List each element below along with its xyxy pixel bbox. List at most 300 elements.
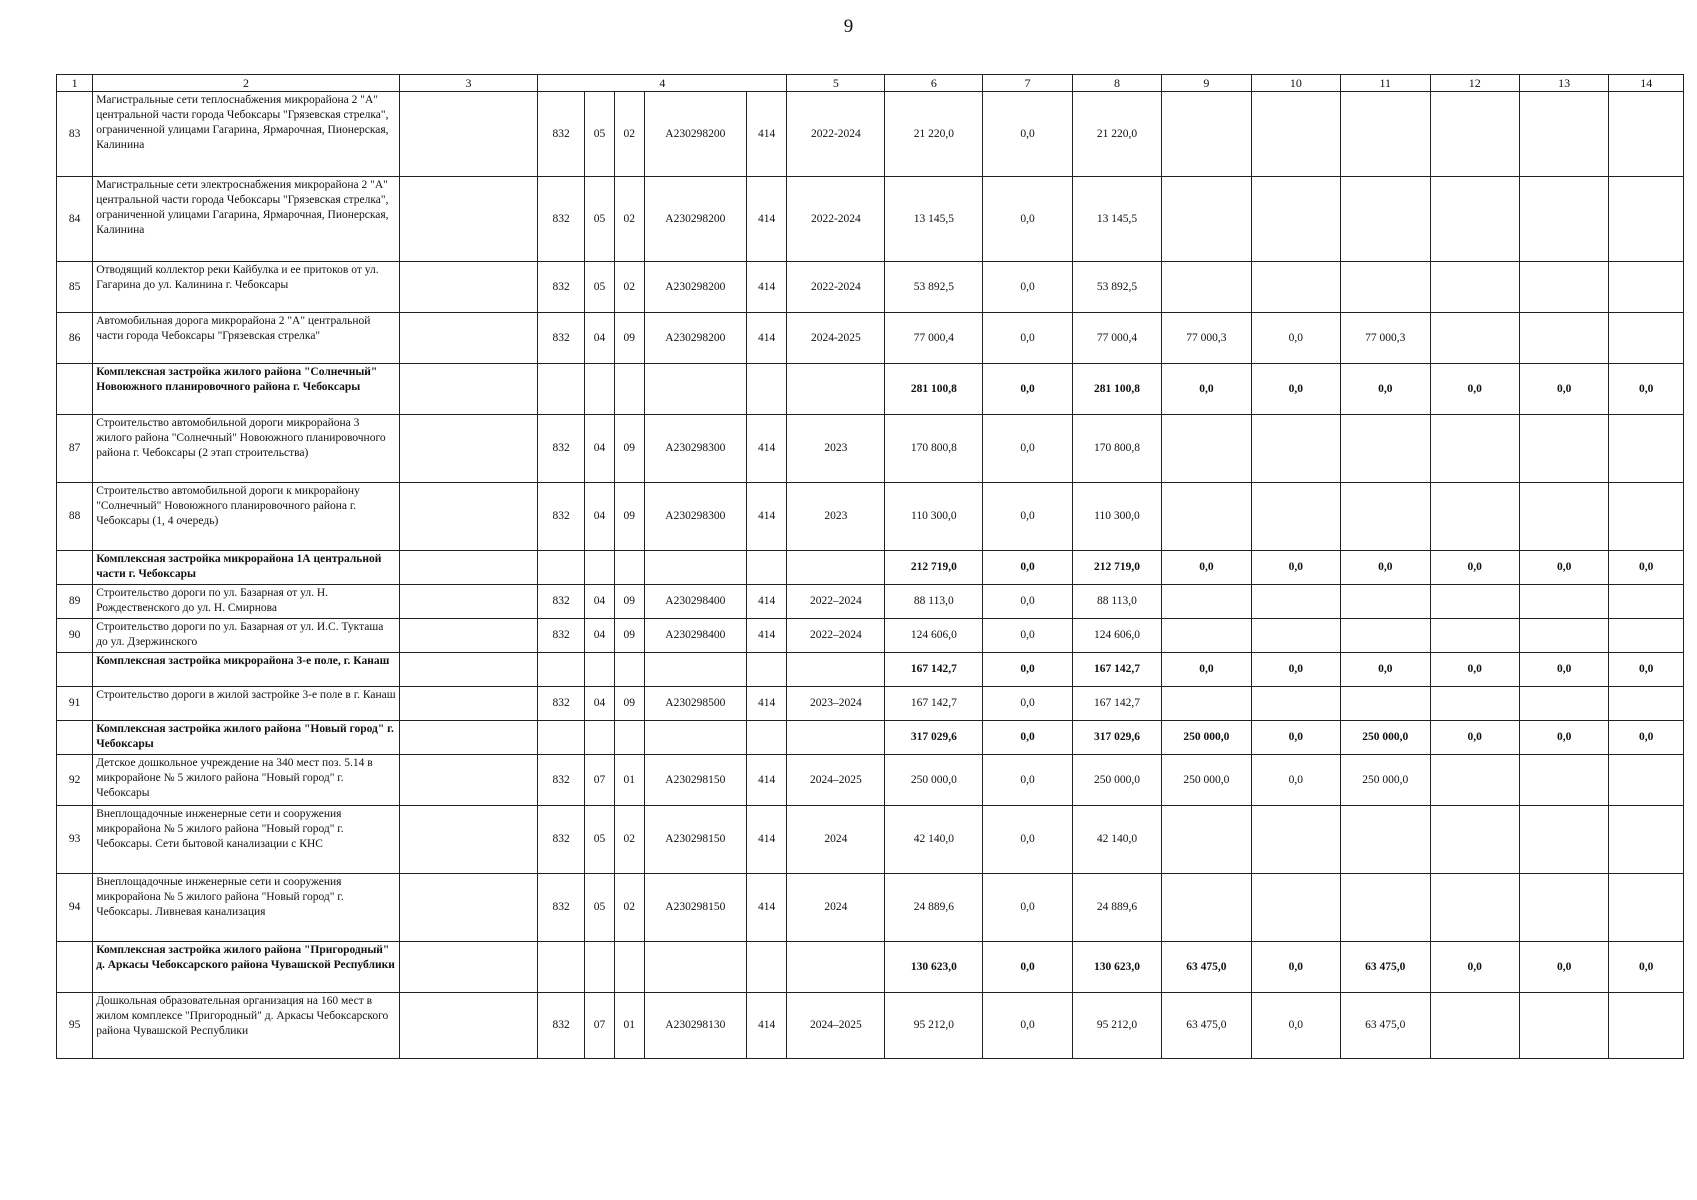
object-name: Строительство автомобильной дороги микрорайона 3 жилого района "Солнечный" Новоюжного планировочного района г. Чебоксары (2 этап строительства): [93, 415, 400, 483]
value-col-13: [1519, 92, 1608, 177]
table-row: [57, 619, 1684, 653]
value-col-8: 110 300,0: [1072, 483, 1161, 551]
value-col-14: [1609, 755, 1684, 806]
value-col-13: [1519, 619, 1608, 653]
value-col-13: [1519, 806, 1608, 874]
value-col-13: [1519, 262, 1608, 313]
col-3-cell: [399, 806, 537, 874]
construction-period: 2024: [787, 806, 885, 874]
section-code: 05: [585, 874, 615, 942]
header-col-5: 5: [787, 75, 885, 92]
row-number: 90: [57, 619, 93, 653]
value-col-10: [1251, 177, 1340, 262]
target-article-code: А230298400: [644, 619, 746, 653]
subsection-code: [614, 721, 644, 755]
row-number: 83: [57, 92, 93, 177]
expense-type-code: 414: [746, 177, 787, 262]
value-col-7: 0,0: [983, 993, 1072, 1059]
value-col-12: [1430, 806, 1519, 874]
grbs-code: 832: [538, 755, 585, 806]
object-name: Строительство дороги по ул. Базарная от ул. И.С. Тукташа до ул. Дзержинского: [93, 619, 400, 653]
construction-period: 2024–2025: [787, 993, 885, 1059]
value-col-14: 0,0: [1609, 364, 1684, 415]
value-col-9: [1162, 874, 1251, 942]
value-col-11: [1341, 92, 1430, 177]
row-number: 92: [57, 755, 93, 806]
value-col-10: [1251, 806, 1340, 874]
subsection-code: 09: [614, 619, 644, 653]
header-col-3: 3: [399, 75, 537, 92]
value-col-11: 0,0: [1341, 653, 1430, 687]
grbs-code: 832: [538, 874, 585, 942]
value-col-6: 130 623,0: [885, 942, 983, 993]
value-col-7: 0,0: [983, 653, 1072, 687]
value-col-14: [1609, 619, 1684, 653]
value-col-9: 0,0: [1162, 364, 1251, 415]
object-name: Магистральные сети электроснабжения микрорайона 2 "А" центральной части города Чебоксары "Грязевская стрелка", ограниченной улицами Гагарина, Ярмарочная, Пионерская, Калинина: [93, 177, 400, 262]
value-col-14: 0,0: [1609, 653, 1684, 687]
construction-period: 2022-2024: [787, 177, 885, 262]
value-col-14: [1609, 415, 1684, 483]
object-name: Отводящий коллектор реки Кайбулка и ее притоков от ул. Гагарина до ул. Калинина г. Чебоксары: [93, 262, 400, 313]
object-name: Комплексная застройка микрорайона 1А центральной части г. Чебоксары: [93, 551, 400, 585]
col-3-cell: [399, 585, 537, 619]
expense-type-code: [746, 653, 787, 687]
value-col-6: 167 142,7: [885, 687, 983, 721]
target-article-code: А230298500: [644, 687, 746, 721]
value-col-8: 24 889,6: [1072, 874, 1161, 942]
value-col-6: 212 719,0: [885, 551, 983, 585]
header-col-10: 10: [1251, 75, 1340, 92]
value-col-10: [1251, 687, 1340, 721]
section-code: 05: [585, 177, 615, 262]
grbs-code: [538, 721, 585, 755]
value-col-11: [1341, 806, 1430, 874]
section-code: 04: [585, 619, 615, 653]
value-col-6: 53 892,5: [885, 262, 983, 313]
section-code: 04: [585, 687, 615, 721]
subsection-code: 02: [614, 177, 644, 262]
value-col-9: [1162, 585, 1251, 619]
row-number: [57, 942, 93, 993]
grbs-code: [538, 942, 585, 993]
header-col-7: 7: [983, 75, 1072, 92]
value-col-6: 250 000,0: [885, 755, 983, 806]
subsection-code: 09: [614, 585, 644, 619]
value-col-12: [1430, 262, 1519, 313]
value-col-9: 0,0: [1162, 653, 1251, 687]
expense-type-code: [746, 721, 787, 755]
col-3-cell: [399, 993, 537, 1059]
value-col-14: [1609, 687, 1684, 721]
value-col-13: [1519, 483, 1608, 551]
value-col-9: [1162, 483, 1251, 551]
value-col-8: 95 212,0: [1072, 993, 1161, 1059]
target-article-code: А230298130: [644, 993, 746, 1059]
value-col-11: [1341, 177, 1430, 262]
value-col-13: [1519, 874, 1608, 942]
value-col-8: 281 100,8: [1072, 364, 1161, 415]
section-code: 05: [585, 806, 615, 874]
subsection-code: 02: [614, 92, 644, 177]
value-col-6: 170 800,8: [885, 415, 983, 483]
construction-period: [787, 942, 885, 993]
construction-period: [787, 721, 885, 755]
value-col-12: [1430, 177, 1519, 262]
value-col-9: 63 475,0: [1162, 942, 1251, 993]
object-name: Автомобильная дорога микрорайона 2 "А" центральной части города Чебоксары "Грязевская стрелка": [93, 313, 400, 364]
col-3-cell: [399, 721, 537, 755]
value-col-12: 0,0: [1430, 364, 1519, 415]
header-col-13: 13: [1519, 75, 1608, 92]
value-col-13: [1519, 755, 1608, 806]
row-number: 87: [57, 415, 93, 483]
grbs-code: 832: [538, 92, 585, 177]
value-col-12: [1430, 313, 1519, 364]
col-3-cell: [399, 551, 537, 585]
row-number: [57, 653, 93, 687]
value-col-13: [1519, 585, 1608, 619]
col-3-cell: [399, 415, 537, 483]
value-col-7: 0,0: [983, 177, 1072, 262]
row-number: 88: [57, 483, 93, 551]
section-code: [585, 721, 615, 755]
value-col-8: 212 719,0: [1072, 551, 1161, 585]
grbs-code: 832: [538, 806, 585, 874]
col-3-cell: [399, 364, 537, 415]
construction-period: 2023: [787, 483, 885, 551]
value-col-8: 317 029,6: [1072, 721, 1161, 755]
value-col-6: 110 300,0: [885, 483, 983, 551]
value-col-13: [1519, 313, 1608, 364]
value-col-8: 250 000,0: [1072, 755, 1161, 806]
col-3-cell: [399, 874, 537, 942]
grbs-code: [538, 653, 585, 687]
subsection-code: [614, 364, 644, 415]
value-col-11: [1341, 483, 1430, 551]
value-col-8: 124 606,0: [1072, 619, 1161, 653]
section-code: 07: [585, 993, 615, 1059]
expense-type-code: 414: [746, 755, 787, 806]
subsection-code: 09: [614, 687, 644, 721]
subsection-code: 02: [614, 262, 644, 313]
expense-type-code: 414: [746, 806, 787, 874]
value-col-14: [1609, 806, 1684, 874]
section-code: [585, 551, 615, 585]
value-col-7: 0,0: [983, 619, 1072, 653]
value-col-11: 250 000,0: [1341, 721, 1430, 755]
value-col-11: 77 000,3: [1341, 313, 1430, 364]
row-number: 89: [57, 585, 93, 619]
construction-period: [787, 653, 885, 687]
subsection-code: [614, 551, 644, 585]
value-col-12: 0,0: [1430, 551, 1519, 585]
value-col-12: 0,0: [1430, 721, 1519, 755]
value-col-10: [1251, 483, 1340, 551]
value-col-11: [1341, 585, 1430, 619]
target-article-code: А230298200: [644, 92, 746, 177]
value-col-7: 0,0: [983, 92, 1072, 177]
value-col-14: 0,0: [1609, 942, 1684, 993]
construction-period: [787, 551, 885, 585]
value-col-11: 63 475,0: [1341, 942, 1430, 993]
grbs-code: 832: [538, 619, 585, 653]
value-col-14: [1609, 874, 1684, 942]
value-col-6: 24 889,6: [885, 874, 983, 942]
grbs-code: 832: [538, 483, 585, 551]
value-col-10: 0,0: [1251, 993, 1340, 1059]
table-row: [57, 483, 1684, 551]
table-body: [57, 92, 1684, 1059]
target-article-code: А230298300: [644, 483, 746, 551]
value-col-8: 42 140,0: [1072, 806, 1161, 874]
value-col-7: 0,0: [983, 483, 1072, 551]
expense-type-code: 414: [746, 415, 787, 483]
section-code: 04: [585, 415, 615, 483]
value-col-13: 0,0: [1519, 942, 1608, 993]
header-col-6: 6: [885, 75, 983, 92]
value-col-12: [1430, 585, 1519, 619]
construction-period: 2023: [787, 415, 885, 483]
target-article-code: А230298200: [644, 262, 746, 313]
value-col-11: [1341, 874, 1430, 942]
value-col-10: [1251, 92, 1340, 177]
value-col-6: 124 606,0: [885, 619, 983, 653]
value-col-9: 63 475,0: [1162, 993, 1251, 1059]
target-article-code: А230298400: [644, 585, 746, 619]
target-article-code: [644, 653, 746, 687]
table-row: [57, 415, 1684, 483]
value-col-12: [1430, 619, 1519, 653]
group-row: [57, 364, 1684, 415]
expense-type-code: 414: [746, 313, 787, 364]
expense-type-code: 414: [746, 483, 787, 551]
section-code: 04: [585, 313, 615, 364]
value-col-13: 0,0: [1519, 551, 1608, 585]
value-col-6: 21 220,0: [885, 92, 983, 177]
value-col-9: [1162, 177, 1251, 262]
subsection-code: 02: [614, 874, 644, 942]
group-row: [57, 721, 1684, 755]
subsection-code: 02: [614, 806, 644, 874]
object-name: Комплексная застройка жилого района "Солнечный" Новоюжного планировочного района г. Чебоксары: [93, 364, 400, 415]
value-col-13: [1519, 993, 1608, 1059]
table-row: [57, 585, 1684, 619]
value-col-6: 42 140,0: [885, 806, 983, 874]
value-col-8: 167 142,7: [1072, 653, 1161, 687]
value-col-8: 88 113,0: [1072, 585, 1161, 619]
value-col-13: [1519, 415, 1608, 483]
value-col-14: [1609, 993, 1684, 1059]
subsection-code: 09: [614, 313, 644, 364]
expense-type-code: 414: [746, 874, 787, 942]
construction-period: 2023–2024: [787, 687, 885, 721]
value-col-13: 0,0: [1519, 653, 1608, 687]
subsection-code: [614, 653, 644, 687]
object-name: Магистральные сети теплоснабжения микрорайона 2 "А" центральной части города Чебоксары "Грязевская стрелка", ограниченной улицами Гагарина, Ярмарочная, Пионерская, Калинина: [93, 92, 400, 177]
value-col-11: 250 000,0: [1341, 755, 1430, 806]
section-code: 04: [585, 585, 615, 619]
group-row: [57, 551, 1684, 585]
header-col-9: 9: [1162, 75, 1251, 92]
object-name: Строительство дороги по ул. Базарная от ул. Н. Рождественского до ул. Н. Смирнова: [93, 585, 400, 619]
value-col-7: 0,0: [983, 687, 1072, 721]
expense-type-code: 414: [746, 687, 787, 721]
value-col-9: [1162, 415, 1251, 483]
header-col-14: 14: [1609, 75, 1684, 92]
object-name: Строительство дороги в жилой застройке 3-е поле в г. Канаш: [93, 687, 400, 721]
value-col-14: [1609, 483, 1684, 551]
construction-period: 2024: [787, 874, 885, 942]
value-col-10: 0,0: [1251, 313, 1340, 364]
value-col-11: 0,0: [1341, 551, 1430, 585]
grbs-code: 832: [538, 262, 585, 313]
value-col-10: 0,0: [1251, 551, 1340, 585]
object-name: Детское дошкольное учреждение на 340 мест поз. 5.14 в микрорайоне № 5 жилого района "Новый город" г. Чебоксары: [93, 755, 400, 806]
value-col-12: 0,0: [1430, 653, 1519, 687]
row-number: [57, 364, 93, 415]
value-col-8: 167 142,7: [1072, 687, 1161, 721]
header-col-4: 4: [538, 75, 787, 92]
column-number-row: [57, 75, 1684, 92]
value-col-7: 0,0: [983, 364, 1072, 415]
value-col-10: 0,0: [1251, 364, 1340, 415]
table-row: [57, 755, 1684, 806]
value-col-14: [1609, 92, 1684, 177]
header-col-1: 1: [57, 75, 93, 92]
row-number: [57, 721, 93, 755]
header-col-11: 11: [1341, 75, 1430, 92]
value-col-12: [1430, 483, 1519, 551]
construction-period: [787, 364, 885, 415]
object-name: Дошкольная образовательная организация на 160 мест в жилом комплексе "Пригородный" д. Аркасы Чебоксарского района Чувашской Республики: [93, 993, 400, 1059]
target-article-code: А230298200: [644, 177, 746, 262]
value-col-9: [1162, 619, 1251, 653]
target-article-code: А230298300: [644, 415, 746, 483]
row-number: 95: [57, 993, 93, 1059]
value-col-6: 88 113,0: [885, 585, 983, 619]
value-col-11: [1341, 262, 1430, 313]
target-article-code: А230298150: [644, 806, 746, 874]
value-col-14: [1609, 177, 1684, 262]
value-col-14: [1609, 585, 1684, 619]
col-3-cell: [399, 92, 537, 177]
grbs-code: 832: [538, 415, 585, 483]
col-3-cell: [399, 942, 537, 993]
object-name: Комплексная застройка микрорайона 3-е поле, г. Канаш: [93, 653, 400, 687]
value-col-7: 0,0: [983, 415, 1072, 483]
budget-table: [56, 74, 1684, 1059]
value-col-14: 0,0: [1609, 721, 1684, 755]
value-col-7: 0,0: [983, 262, 1072, 313]
value-col-10: 0,0: [1251, 721, 1340, 755]
value-col-12: [1430, 755, 1519, 806]
value-col-6: 317 029,6: [885, 721, 983, 755]
value-col-6: 167 142,7: [885, 653, 983, 687]
table-row: [57, 806, 1684, 874]
expense-type-code: 414: [746, 585, 787, 619]
target-article-code: А230298200: [644, 313, 746, 364]
header-col-2: 2: [93, 75, 400, 92]
col-3-cell: [399, 313, 537, 364]
value-col-14: 0,0: [1609, 551, 1684, 585]
row-number: 86: [57, 313, 93, 364]
section-code: 05: [585, 262, 615, 313]
value-col-6: 77 000,4: [885, 313, 983, 364]
value-col-12: [1430, 415, 1519, 483]
value-col-8: 13 145,5: [1072, 177, 1161, 262]
object-name: Комплексная застройка жилого района "Пригородный" д. Аркасы Чебоксарского района Чувашской Республики: [93, 942, 400, 993]
value-col-11: 63 475,0: [1341, 993, 1430, 1059]
grbs-code: 832: [538, 585, 585, 619]
grbs-code: 832: [538, 993, 585, 1059]
table-row: [57, 993, 1684, 1059]
expense-type-code: 414: [746, 993, 787, 1059]
target-article-code: А230298150: [644, 874, 746, 942]
construction-period: 2024-2025: [787, 313, 885, 364]
section-code: [585, 942, 615, 993]
value-col-12: [1430, 92, 1519, 177]
expense-type-code: 414: [746, 92, 787, 177]
value-col-11: [1341, 415, 1430, 483]
object-name: Комплексная застройка жилого района "Новый город" г. Чебоксары: [93, 721, 400, 755]
subsection-code: 01: [614, 993, 644, 1059]
section-code: [585, 364, 615, 415]
value-col-7: 0,0: [983, 313, 1072, 364]
target-article-code: [644, 551, 746, 585]
target-article-code: [644, 942, 746, 993]
subsection-code: [614, 942, 644, 993]
value-col-10: [1251, 585, 1340, 619]
value-col-11: [1341, 687, 1430, 721]
grbs-code: 832: [538, 177, 585, 262]
target-article-code: [644, 364, 746, 415]
value-col-10: [1251, 874, 1340, 942]
value-col-11: [1341, 619, 1430, 653]
value-col-8: 53 892,5: [1072, 262, 1161, 313]
value-col-6: 95 212,0: [885, 993, 983, 1059]
value-col-12: [1430, 687, 1519, 721]
section-code: [585, 653, 615, 687]
expense-type-code: [746, 942, 787, 993]
object-name: Строительство автомобильной дороги к микрорайону "Солнечный" Новоюжного планировочного района г. Чебоксары (1, 4 очередь): [93, 483, 400, 551]
construction-period: 2024–2025: [787, 755, 885, 806]
value-col-9: [1162, 262, 1251, 313]
col-3-cell: [399, 483, 537, 551]
object-name: Внеплощадочные инженерные сети и сооружения микрорайона № 5 жилого района "Новый город" г. Чебоксары. Сети бытовой канализации с КНС: [93, 806, 400, 874]
value-col-7: 0,0: [983, 755, 1072, 806]
value-col-12: [1430, 993, 1519, 1059]
value-col-13: 0,0: [1519, 364, 1608, 415]
construction-period: 2022-2024: [787, 262, 885, 313]
value-col-9: [1162, 806, 1251, 874]
expense-type-code: [746, 551, 787, 585]
value-col-12: 0,0: [1430, 942, 1519, 993]
col-3-cell: [399, 619, 537, 653]
section-code: 05: [585, 92, 615, 177]
value-col-10: 0,0: [1251, 942, 1340, 993]
col-3-cell: [399, 755, 537, 806]
construction-period: 2022–2024: [787, 619, 885, 653]
group-row: [57, 942, 1684, 993]
col-3-cell: [399, 687, 537, 721]
table-row: [57, 313, 1684, 364]
subsection-code: 09: [614, 415, 644, 483]
subsection-code: 09: [614, 483, 644, 551]
expense-type-code: 414: [746, 619, 787, 653]
header-col-12: 12: [1430, 75, 1519, 92]
grbs-code: 832: [538, 313, 585, 364]
